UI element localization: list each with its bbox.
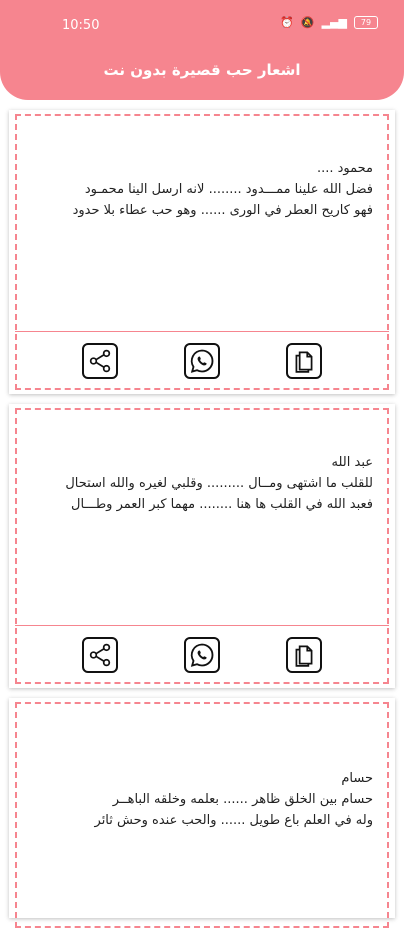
whatsapp-button[interactable] xyxy=(184,637,220,673)
whatsapp-button[interactable] xyxy=(184,343,220,379)
poem-text: عبد الله للقلب ما اشتهى ومــال ......... وقلبي لغيره والله استحال فعبد الله في القلب ها هنا ........ مهما كبر العمر وطـــال xyxy=(65,455,373,512)
whatsapp-icon xyxy=(188,347,216,375)
poem-card xyxy=(9,110,395,394)
card-divider xyxy=(15,625,389,626)
share-icon xyxy=(87,642,113,668)
alarm-icon: ⏰ xyxy=(280,16,294,29)
battery-icon: 79 xyxy=(354,16,378,29)
mute-icon: 🔕 xyxy=(300,16,315,29)
card-actions xyxy=(9,343,395,383)
poem-card xyxy=(9,698,395,918)
poem-text: محمود .... فضل الله علينا ممـــدود ........ لانه ارسل الينا محمـود فهو كاريح العطر في الورى ...... وهو حب عطاء بلا حدود xyxy=(72,161,373,218)
card-actions xyxy=(9,637,395,677)
signal-icon: ▂▄▆ xyxy=(321,16,347,29)
copy-button[interactable] xyxy=(286,637,322,673)
poem-card xyxy=(9,404,395,688)
status-time: 10:50 xyxy=(62,18,100,33)
whatsapp-icon xyxy=(188,641,216,669)
share-icon xyxy=(87,348,113,374)
share-button[interactable] xyxy=(82,637,118,673)
poem-text: حسام حسام بين الخلق ظاهر ...... بعلمه وخلقه الباهــر وله في العلم باع طويل ...... والحب عنده وحش ثائر xyxy=(94,771,373,828)
copy-icon xyxy=(291,348,317,374)
status-icons xyxy=(280,16,378,29)
poem-list xyxy=(9,110,395,928)
copy-icon xyxy=(291,642,317,668)
share-button[interactable] xyxy=(82,343,118,379)
app-bar xyxy=(0,0,404,100)
card-divider xyxy=(15,331,389,332)
page-title: اشعار حب قصيرة بدون نت xyxy=(103,61,301,79)
copy-button[interactable] xyxy=(286,343,322,379)
